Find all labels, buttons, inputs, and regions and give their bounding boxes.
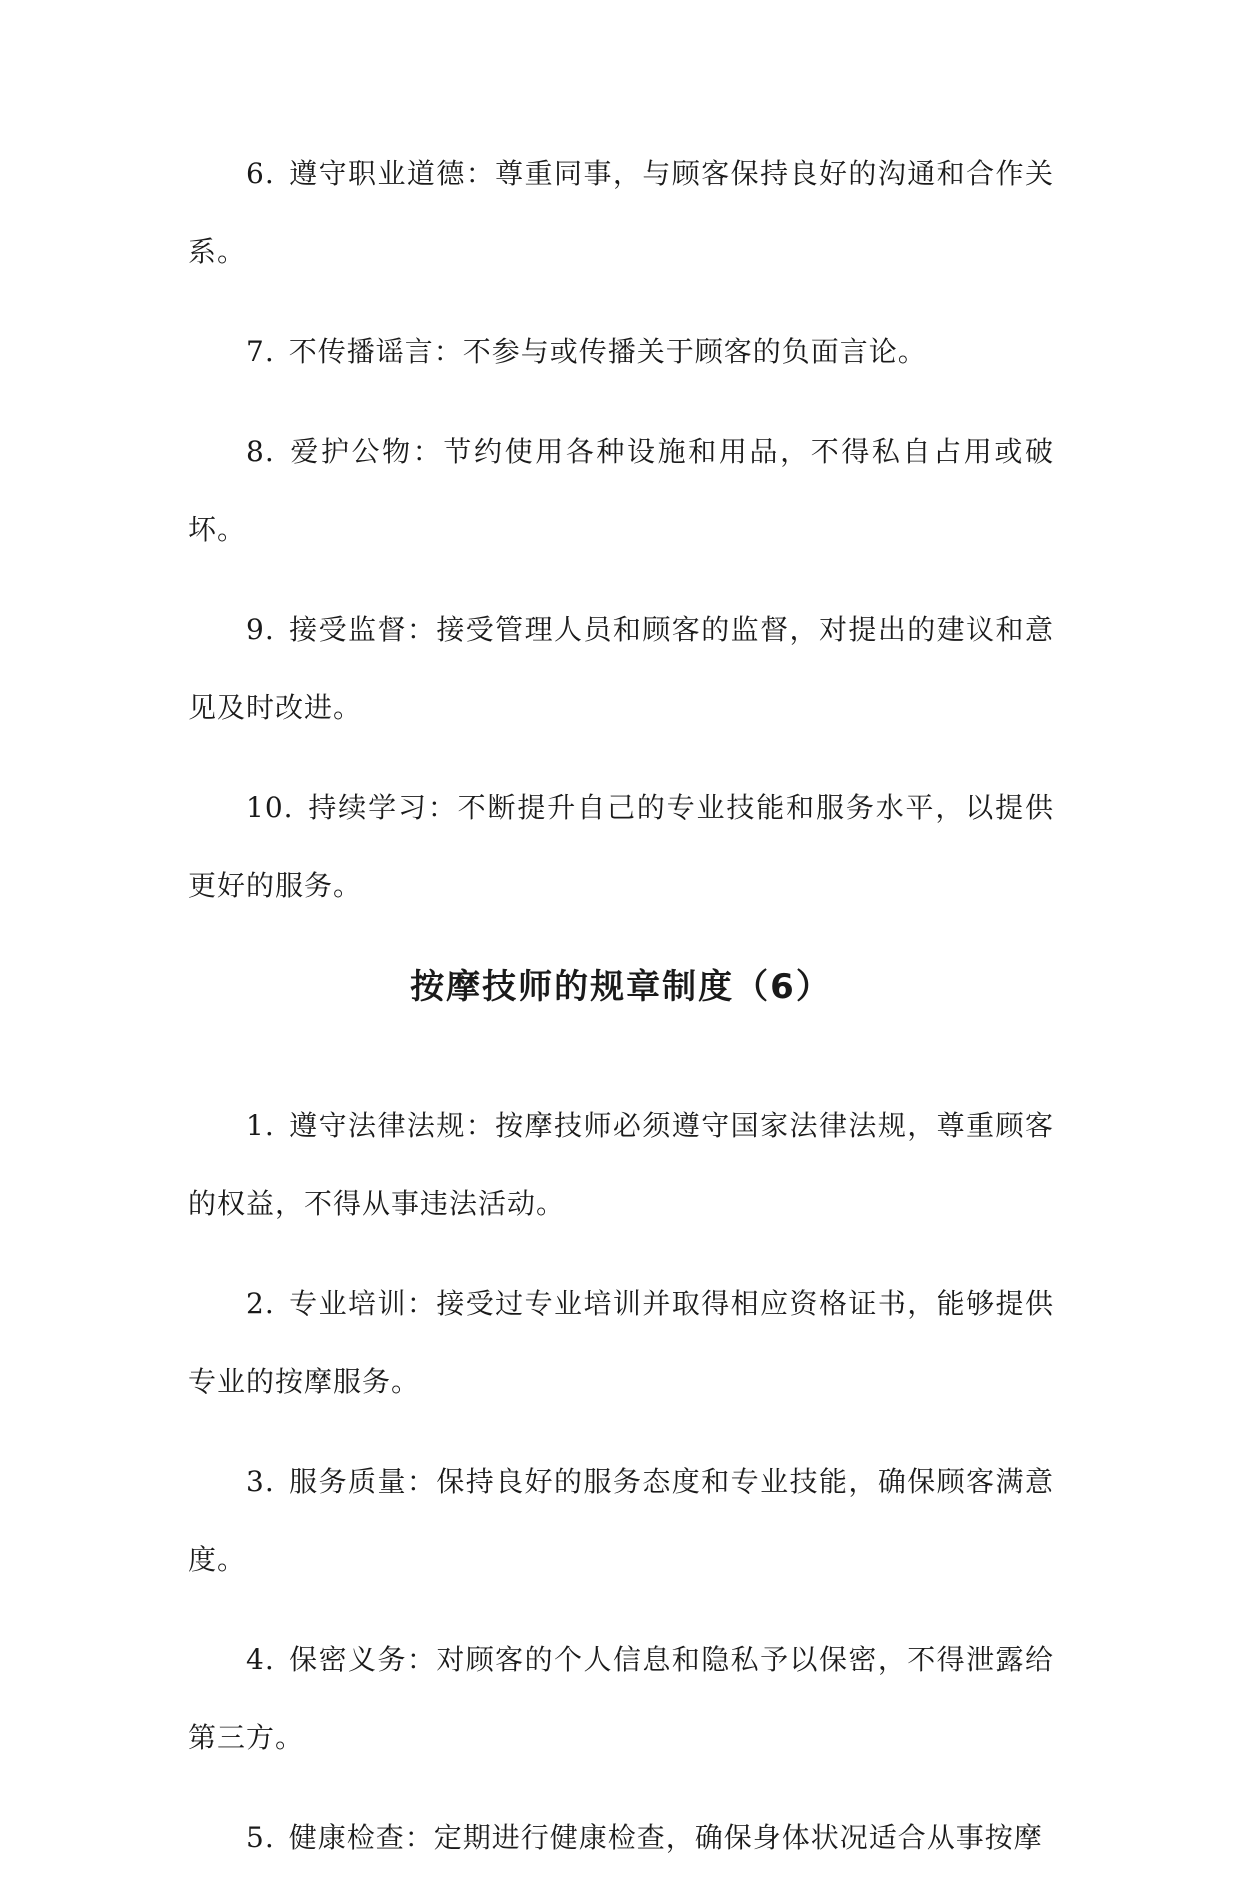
item-number: 9. [246, 613, 275, 646]
item-number: 8. [246, 435, 275, 468]
item-number: 2. [246, 1287, 275, 1320]
list-item [188, 769, 1054, 925]
item-text: 持续学习：不断提升自己的专业技能和服务水平，以提供更好的服务。 [188, 791, 1054, 902]
item-text: 爱护公物：节约使用各种设施和用品，不得私自占用或破坏。 [188, 435, 1054, 546]
list-item [188, 313, 1054, 391]
item-text: 遵守职业道德：尊重同事，与顾客保持良好的沟通和合作关系。 [188, 157, 1054, 268]
item-number: 10. [246, 791, 294, 824]
item-text: 保密义务：对顾客的个人信息和隐私予以保密，不得泄露给第三方。 [188, 1643, 1054, 1754]
item-text: 健康检查：定期进行健康检查，确保身体状况适合从事按摩 [288, 1821, 1043, 1854]
section-heading: 按摩技师的规章制度（6） [410, 967, 832, 1007]
item-text: 接受监督：接受管理人员和顾客的监督，对提出的建议和意见及时改进。 [188, 613, 1054, 724]
item-number: 1. [246, 1109, 275, 1142]
item-text: 遵守法律法规：按摩技师必须遵守国家法律法规，尊重顾客的权益，不得从事违法活动。 [188, 1109, 1054, 1220]
item-text: 专业培训：接受过专业培训并取得相应资格证书，能够提供专业的按摩服务。 [188, 1287, 1054, 1398]
item-text: 不传播谣言：不参与或传播关于顾客的负面言论。 [288, 335, 927, 368]
list-item [188, 1443, 1054, 1599]
item-text: 服务质量：保持良好的服务态度和专业技能，确保顾客满意度。 [188, 1465, 1054, 1576]
item-number: 3. [246, 1465, 275, 1498]
item-number: 4. [246, 1643, 275, 1676]
page-content [188, 135, 1054, 1899]
list-item [188, 1799, 1054, 1877]
list-item [188, 591, 1054, 747]
list-item [188, 1265, 1054, 1421]
item-number: 6. [246, 157, 275, 190]
item-number: 5. [246, 1821, 275, 1854]
item-number: 7. [246, 335, 275, 368]
list-item [188, 135, 1054, 291]
list-item [188, 413, 1054, 569]
list-item [188, 1087, 1054, 1243]
